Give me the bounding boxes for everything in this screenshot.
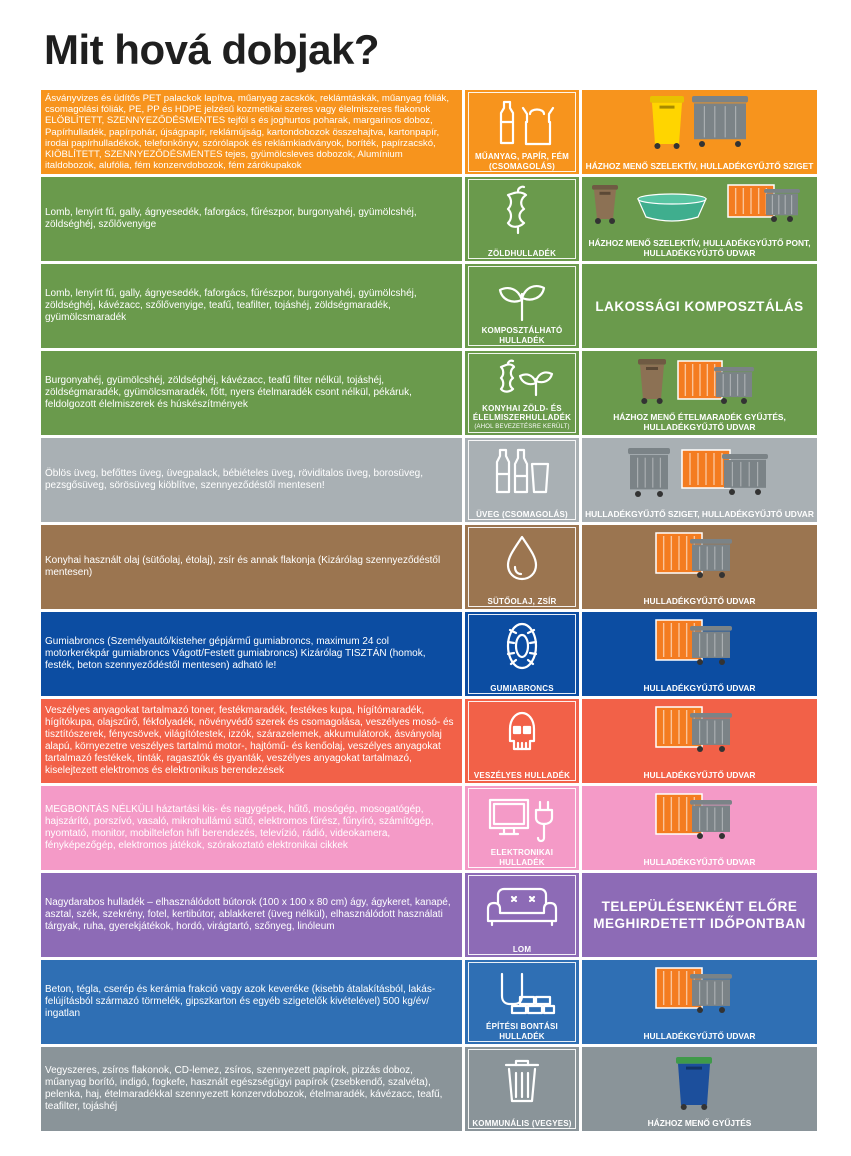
sofa-icon (468, 877, 576, 933)
waste-category-label (468, 1022, 576, 1041)
waste-description: Vegyszeres, zsíros flakonok, CD-lemez, zsíros, szennyezett papírok, pizzás doboz, műanyag borító, indigó, fogkefe, használt egészségügyi papírok (zsebkendő, szalvéta), pelenka, haj, ételmaradékkal szennyezett konzervdobozok, ételmaradék, kávézacc, teafű, teafilter, tojáshéj (41, 1047, 462, 1131)
waste-category-cell (465, 438, 579, 522)
waste-description: Öblös üveg, befőttes üveg, üvegpalack, bébiételes üveg, röviditalos üveg, borosüveg, pezsgősüveg, sörösüveg kiöblítve, szennyeződéstől mentesen! (41, 438, 462, 522)
destination-headline: LAKOSSÁGI KOMPOSZTÁLÁS (595, 298, 804, 314)
waste-category-label (468, 771, 576, 781)
category-name: KONYHAI ZÖLD- ÉS ÉLELMISZERHULLADÉK (472, 403, 572, 422)
disposal-destination-cell (582, 786, 817, 870)
destination-label: HÁZHOZ MENŐ SZELEKTÍV, HULLADÉKGYŰJTŐ PONT, HULLADÉKGYŰJTŐ UDVAR (588, 238, 811, 258)
disposal-destination-cell (582, 525, 817, 609)
trash-can-icon (468, 1051, 576, 1107)
disposal-destination-cell (582, 90, 817, 174)
waste-description: Konyhai használt olaj (sütőolaj, étolaj), zsír és annak flakonja (Kizárólag szennyeződéstől mentesen) (41, 525, 462, 609)
waste-description: Burgonyahéj, gyümölcshéj, zöldséghéj, kávézacc, teafű filter nélkül, tojáshéj, zöldségmaradék, gyümölcsmaradék, főtt, nyers ételmaradék csont nélkül, pékáruk, feldolgozott élelmiszerek és húskészítmények (41, 351, 462, 435)
destination-label: HULLADÉKGYŰJTŐ UDVAR (643, 596, 756, 606)
waste-category-label (468, 1119, 576, 1129)
category-note: (AHOL BEVEZETÉSRE KERÜLT) (474, 423, 570, 430)
glass-bottles-icon (468, 442, 576, 498)
waste-category-label (468, 684, 576, 694)
disposal-destination-cell (582, 1047, 817, 1131)
destination-label: HULLADÉKGYŰJTŐ UDVAR (643, 857, 756, 867)
destination-headline: TELEPÜLÉSENKÉNT ELŐRE MEGHIRDETETT IDŐPONTBAN (593, 899, 806, 931)
disposal-destination-cell (582, 264, 817, 348)
waste-row (41, 177, 817, 261)
disposal-destination-cell (582, 612, 817, 696)
category-name: SÜTŐOLAJ, ZSÍR (487, 596, 557, 606)
waste-category-label (468, 848, 576, 867)
disposal-destination-cell (582, 960, 817, 1044)
waste-row (41, 438, 817, 522)
waste-category-label (468, 326, 576, 345)
waste-category-cell (465, 264, 579, 348)
sprout-icon (468, 268, 576, 324)
monitor-plug-icon (468, 790, 576, 846)
waste-category-cell (465, 90, 579, 174)
waste-description: Nagydarabos hulladék – elhasználódott bútorok (100 x 100 x 80 cm) ágy, ágykeret, kanapé, asztal, szék, szekrény, fotel, kertibútor, ablakkeret (üveg nélkül), elhasználódott használati tárgyak, ruha, gyerekjátékok, hordó, virágtartó, szőnyeg, linóleum (41, 873, 462, 957)
category-name: ELEKTRONIKAI HULLADÉK (490, 848, 554, 867)
disposal-destination-cell (582, 351, 817, 435)
waste-row (41, 1047, 817, 1131)
waste-category-cell (465, 177, 579, 261)
waste-category-label (468, 152, 576, 171)
waste-description: Veszélyes anyagokat tartalmazó toner, festékmaradék, festékes kupa, hígítómaradék, hígítókupa, olajszűrő, fékfolyadék, növényvédő szerek és csomagolása, veszélyes mosó- és tisztítószerek, fénycsövek, világítótestek, izzók, szárazelemek, akkumulátorok, ásványolaj alapú, környezetre veszélyes tartalmú motor-, hajtómű- és kenőolaj, veszélyes anyagokat tartalmazó festékek, tinták, ragasztók és gyanták, veszélyes anyagokat tartalmazó, kiselejtezett elektromos és elektronikus berendezések (41, 699, 462, 783)
waste-category-cell (465, 1047, 579, 1131)
skull-icon (468, 703, 576, 759)
bottle-bag-icon (468, 94, 576, 150)
waste-category-label (468, 510, 576, 520)
waste-category-label (468, 597, 576, 607)
waste-description: Ásványvizes és üdítős PET palackok lapítva, műanyag zacskók, reklámtáskák, műanyag fóliák, csomagolási fóliák, PE, PP és HDPE jelzésű kozmetikai szeres vagy élelmiszeres flakonok ELÖBLÍTETT, SZENNYEZŐDÉSMENTES tejföl s és joghurtos poharak, margarinos doboz, Papírhulladék, papírpohár, újságpapír, reklámújság, kartondobozok összehajtva, kartonpapír, irodai papírhulladékok, telefonkönyv, szórólapok és reklámkiadványok, boríték, papírzacskó, KIÖBLÍTETT, SZENNYEZŐDÉSMENTES tejes, gyümölcsleves dobozok, Alumínium italdobozok, alufólia, fém konzervdobozok, fém zárókupakok (41, 90, 462, 174)
waste-row (41, 786, 817, 870)
category-name: GUMIABRONCS (490, 683, 554, 693)
destination-label: HÁZHOZ MENŐ ÉTELMARADÉK GYŰJTÉS, HULLADÉKGYŰJTŐ UDVAR (613, 412, 786, 432)
oil-drop-icon (468, 529, 576, 585)
waste-row (41, 264, 817, 348)
waste-category-label (468, 404, 576, 433)
destination-label: HULLADÉKGYŰJTŐ UDVAR (643, 683, 756, 693)
page-title: Mit hová dobjak? (44, 26, 380, 73)
tire-icon (468, 616, 576, 672)
waste-category-cell (465, 960, 579, 1044)
category-name: VESZÉLYES HULLADÉK (473, 770, 571, 780)
waste-sorting-table (41, 90, 817, 1134)
destination-label: HÁZHOZ MENŐ GYŰJTÉS (647, 1118, 752, 1128)
waste-description: Gumiabroncs (Személyautó/kisteher gépjármű gumiabroncs, maximum 24 col motorkerékpár gumiabroncs Vágott/Festett gumiabroncs) Kizárólag TISZTÁN (homok, festék, beton szennyeződéstől mentesen) adható le! (41, 612, 462, 696)
category-name: LOM (512, 944, 532, 954)
category-name: ZÖLDHULLADÉK (487, 248, 557, 258)
waste-category-label (468, 945, 576, 955)
waste-description: Beton, tégla, cserép és kerámia frakció vagy azok keveréke (kisebb átalakításból, lakás-felújításból származó törmelék, gipszkarton és egyéb szigetelők kivételével) 500 kg/év/ ingatlan (41, 960, 462, 1044)
waste-row (41, 525, 817, 609)
waste-description: Lomb, lenyírt fű, gally, ágnyesedék, faforgács, fűrészpor, burgonyahéj, gyümölcshéj, zöldséghéj, szőlővenyige (41, 177, 462, 261)
category-name: KOMPOSZTÁLHATÓ HULLADÉK (481, 326, 563, 345)
waste-description: Lomb, lenyírt fű, gally, ágnyesedék, faforgács, fűrészpor, burgonyahéj, gyümölcshéj, zöldséghéj, kávézacc, szőlővenyige, teafű, teafilter, tojáshéj, zöldségmaradék, gyümölcsmaradék (41, 264, 462, 348)
waste-row (41, 873, 817, 957)
waste-row (41, 960, 817, 1044)
category-name: MŰANYAG, PAPÍR, FÉM (CSOMAGOLÁS) (474, 152, 570, 171)
disposal-destination-cell (582, 177, 817, 261)
category-name: ÜVEG (CSOMAGOLÁS) (476, 509, 568, 519)
apple-core-icon (468, 181, 576, 237)
category-name: KOMMUNÁLIS (VEGYES) (472, 1118, 572, 1128)
destination-label: HULLADÉKGYŰJTŐ UDVAR (643, 770, 756, 780)
destination-label: HÁZHOZ MENŐ SZELEKTÍV, HULLADÉKGYŰJTŐ SZIGET (585, 161, 814, 171)
disposal-destination-cell (582, 699, 817, 783)
waste-category-cell (465, 525, 579, 609)
waste-category-cell (465, 351, 579, 435)
destination-label: HULLADÉKGYŰJTŐ UDVAR (643, 1031, 756, 1041)
waste-category-label (468, 249, 576, 259)
waste-row (41, 90, 817, 174)
waste-category-cell (465, 786, 579, 870)
waste-row (41, 612, 817, 696)
waste-category-cell (465, 873, 579, 957)
waste-row (41, 351, 817, 435)
category-name: ÉPÍTÉSI BONTÁSI HULLADÉK (486, 1022, 558, 1041)
bricks-icon (468, 964, 576, 1020)
disposal-destination-cell (582, 438, 817, 522)
disposal-destination-cell (582, 873, 817, 957)
destination-label: HULLADÉKGYŰJTŐ SZIGET, HULLADÉKGYŰJTŐ UDVAR (585, 509, 814, 519)
waste-category-cell (465, 612, 579, 696)
waste-description: MEGBONTÁS NÉLKÜLI háztartási kis- és nagygépek, hűtő, mosógép, mosogatógép, hajszárító, porszívó, vasaló, mikrohullámú sütő, elektromos fűrész, fűnyíró, számítógép, nyomtató, monitor, mobiltelefon hifi berendezés, televízió, rádió, videokamera, fényképezőgép, elektromos játékok, szórakoztató elektronikai cikkek (41, 786, 462, 870)
waste-category-cell (465, 699, 579, 783)
waste-row (41, 699, 817, 783)
